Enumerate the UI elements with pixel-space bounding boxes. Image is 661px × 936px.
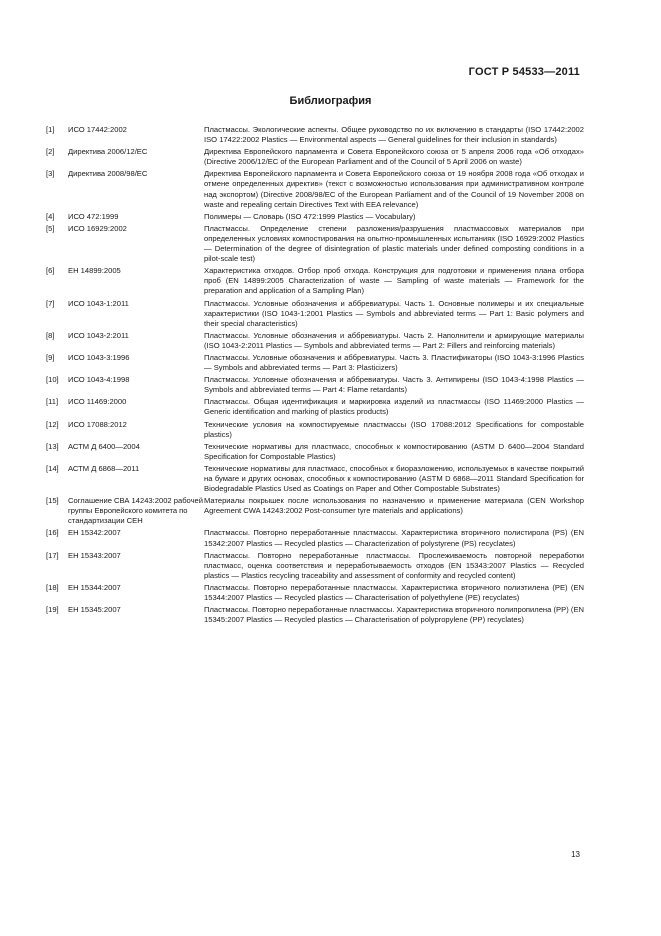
bibliography-entry [46,125,584,145]
bibliography-entry [46,528,584,548]
entry-reference: АСТМ Д 6400—2004 [68,441,140,451]
entry-reference: ИСО 11469:2000 [68,397,127,407]
entry-reference: Директива 2006/12/ЕС [68,147,148,157]
entry-number: [11] [46,397,59,407]
bibliography-entry [46,464,584,494]
bibliography-entry [46,212,584,222]
bibliography-entry [46,331,584,351]
entry-number: [15] [46,496,59,506]
entry-number: [16] [46,528,59,538]
entry-number: [19] [46,605,59,615]
bibliography-entry [46,442,584,462]
entry-reference: ЕН 15342:2007 [68,528,121,538]
entry-description: Пластмассы. Повторно переработанные пластмассы. Характеристика вторичного полипропилена (PP) (EN 15345:2007 Plastics — Recycled plastics — Characterisation of polypropylene (PP) recyclates) [204,605,584,625]
entry-reference: ЕН 14899:2005 [68,266,121,276]
bibliography-entry [46,397,584,417]
entry-description: Пластмассы. Условные обозначения и аббревиатуры. Часть 3. Пластификаторы (ISO 1043-3:1996 Plastics — Symbols and abbreviated terms — Part 3: Plasticizers) [204,352,584,373]
entry-description: Материалы покрышек после использования по назначению и применение материала (CEN Workshop Agreement CWA 14243:2002 Post-consumer tyre materials and applications) [204,496,584,516]
entry-description: Директива Европейского парламента и Совета Европейского союза от 19 ноября 2008 года «Об отходах и отмене определенных директив» (текст с возможностью использования при административном контроле над экспортом) (Directive 2008/98/EC of the European Parliament and of the Council of 19 November 2008 on waste and repealing certain Directives Text with EEA relevance) [204,169,584,209]
entry-number: [3] [46,169,55,179]
entry-reference: ЕН 15344:2007 [68,582,121,592]
entry-reference: ИСО 17442:2002 [68,125,127,134]
bibliography-entry [46,420,584,440]
entry-reference: ЕН 15345:2007 [68,605,121,615]
entry-number: [14] [46,463,59,473]
entry-number: [13] [46,441,59,451]
entry-number: [18] [46,582,59,592]
entry-number: [4] [46,211,55,221]
bibliography-entry [46,147,584,167]
entry-description: Пластмассы. Повторно переработанные пластмассы. Прослеживаемость повторной переработки пластмасс, оценка соответствия и переработываемость отходов (EN 15343:2007 Plastics — Recycled plastics — Plastics recycling traceability and assessment of conformity and recycled content) [204,550,584,580]
entry-reference: ИСО 1043-3:1996 [68,352,130,362]
page-number: 13 [571,850,580,859]
entry-number: [9] [46,352,55,362]
bibliography-entry [46,266,584,296]
entry-description: Пластмассы. Общая идентификация и маркировка изделий из пластмассы (ISO 11469:2000 Plastics — Generic identification and marking of plastics products) [204,397,584,417]
entry-number: [8] [46,330,55,340]
bibliography-entry [46,496,584,526]
bibliography-entry [46,224,584,264]
entry-number: [6] [46,266,55,276]
entry-description: Пластмассы. Повторно переработанные пластмассы. Характеристика вторичного полиэтилена (PE) (EN 15344:2007 Plastics — Recycled plastics — Characterisation of polyethylene (PE) recyclates) [204,582,584,603]
entry-number: [17] [46,550,59,560]
bibliography-entry [46,583,584,603]
entry-number: [5] [46,223,55,233]
page-title: Библиография [289,95,372,107]
bibliography-entry [46,605,584,625]
entry-description: Пластмассы. Условные обозначения и аббревиатуры. Часть 3. Антипирены (ISO 1043-4:1998 Plastics — Symbols and abbreviated terms — Part 4: Flame retardants) [204,375,584,395]
entry-number: [2] [46,147,55,157]
entry-description: Полимеры — Словарь (ISO 472:1999 Plastics — Vocabulary) [204,211,416,221]
bibliography-entry [46,299,584,329]
entry-number: [1] [46,125,55,134]
bibliography-entry [46,353,584,373]
entry-description: Характеристика отходов. Отбор проб отхода. Конструкция для подготовки и применения плана отбора проб (EN 14899:2005 Characterization of waste — Sampling of waste materials — Framework for the preparation and application of a Sampling Plan) [204,266,584,296]
entry-reference: ЕН 15343:2007 [68,550,121,560]
entry-reference: ИСО 1043-2:2011 [68,330,129,340]
entry-description: Директива Европейского парламента и Совета Европейского союза от 5 апреля 2006 года «Об отходах» (Directive 2006/12/EC of the European Parliament and of the Council of 5 April 2006 on waste) [204,147,584,167]
entry-reference: АСТМ Д 6868—2011 [68,463,140,473]
entry-reference: ИСО 1043-4:1998 [68,375,130,385]
entry-reference: Соглашение СВА 14243:2002 рабочей группы Европейского комитета по стандартизации СЕН [68,496,204,526]
entry-description: Пластмассы. Повторно переработанные пластмассы. Характеристика вторичного полистирола (PS) (EN 15342:2007 Plastics — Recycled plastics — Characterization of polystyrene (PS) recyclates) [204,528,584,548]
bibliography-entry [46,375,584,395]
bibliography-list [46,125,584,627]
entry-description: Технические нормативы для пластмасс, способных к компостированию (ASTM D 6400—2004 Standard Specification for Compostable Plastics) [204,441,584,461]
entry-reference: ИСО 472:1999 [68,211,119,221]
entry-reference: Директива 2008/98/ЕС [68,169,148,179]
entry-reference: ИСО 16929:2002 [68,223,127,233]
entry-description: Пластмассы. Условные обозначения и аббревиатуры. Часть 1. Основные полимеры и их специальные характеристики (ISO 1043-1:2001 Plastics — Symbols and abbreviated terms — Part 1: Basic polymers and their special characteristics) [204,298,584,328]
bibliography-entry [46,551,584,581]
bibliography-entry [46,169,584,209]
entry-reference: ИСО 1043-1:2011 [68,298,129,308]
entry-description: Пластмассы. Экологические аспекты. Общее руководство по их включению в стандарты (ISO 17442:2002 ISO 17422:2002 Plastics — Environmental aspects — General guidelines for their inclusion in standards) [204,125,584,145]
entry-number: [12] [46,419,59,429]
entry-description: Пластмассы. Определение степени разложения/разрушения пластмассовых материалов при определенных условиях компостирования на опытно-промышленных испытаниях (ISO 16929:2002 Plastics — Determination of the degree of disintegration of plastic materials under defined composting conditions in a pilot-scale test) [204,223,584,264]
entry-description: Пластмассы. Условные обозначения и аббревиатуры. Часть 2. Наполнители и армирующие материалы (ISO 1043-2:2011 Plastics — Symbols and abbreviated terms — Part 2: Fillers and reinforcing materials) [204,330,584,350]
document-code: ГОСТ Р 54533—2011 [468,66,580,78]
entry-number: [10] [46,375,59,385]
entry-number: [7] [46,298,55,308]
entry-description: Технические нормативы для пластмасс, способных к биоразложению, используемых в качестве покрытий на бумаге и других основах, способных к компостированию (ASTM D 6868—2011 Standard Specification for Biodegradable Plastics Used as Coatings on Paper and Other Compostable Substrates) [204,463,584,494]
entry-reference: ИСО 17088:2012 [68,419,127,429]
entry-description: Технические условия на компостируемые пластмассы (ISO 17088:2012 Specifications for compostable plastics) [204,419,584,439]
